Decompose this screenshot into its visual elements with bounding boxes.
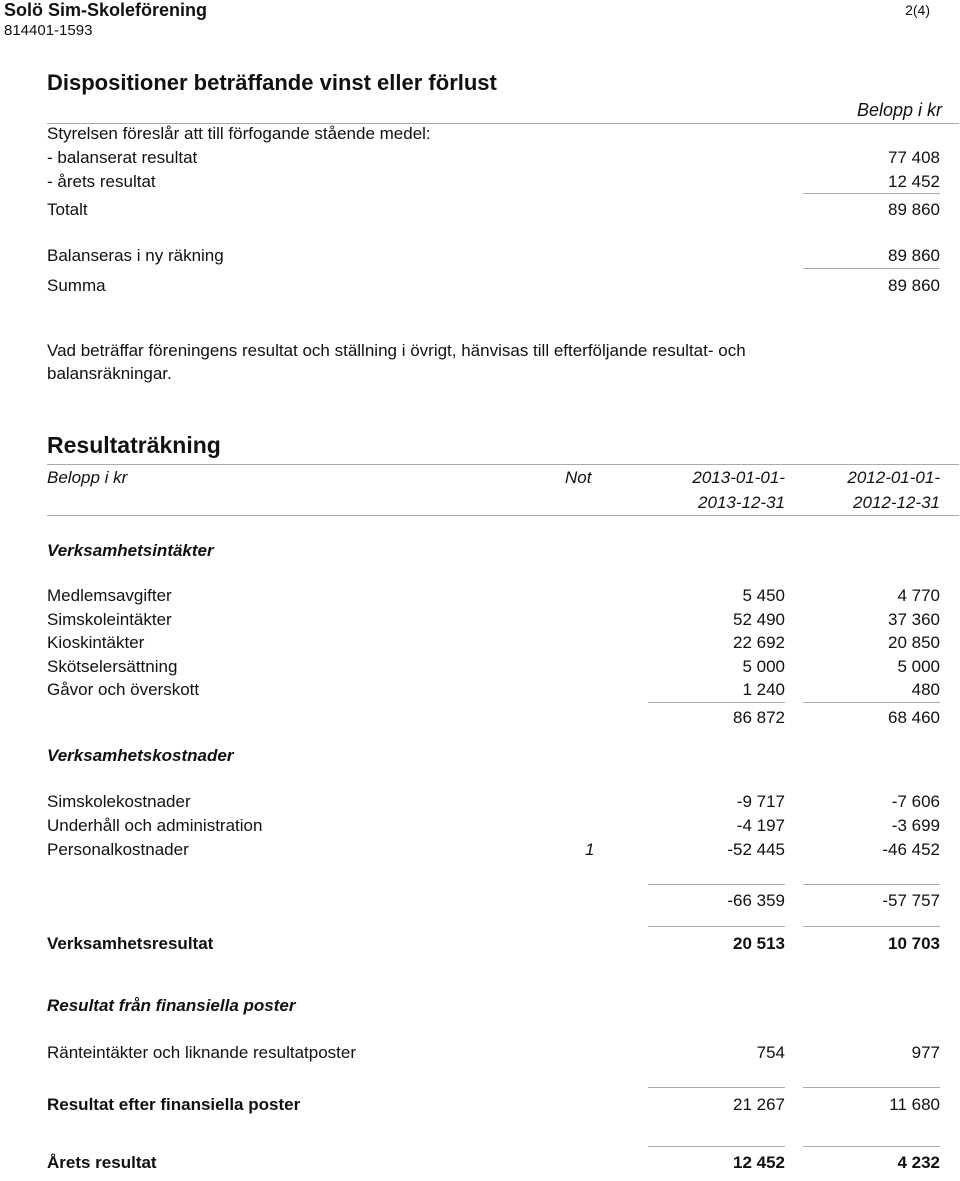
- table-cell-previous: 37 360: [888, 610, 940, 629]
- divider: [47, 515, 959, 516]
- table-row-label: Simskolekostnader: [47, 792, 191, 811]
- disposition-row-value: 89 860: [888, 276, 940, 295]
- disposition-row-value: 77 408: [888, 148, 940, 167]
- sum-line: [803, 1146, 940, 1147]
- table-cell-current: 52 490: [733, 610, 785, 629]
- table-row-label: Gåvor och överskott: [47, 680, 200, 699]
- table-cell-previous: 4 770: [897, 586, 940, 605]
- disposition-row-label: - balanserat resultat: [47, 148, 198, 167]
- disposition-title: Dispositioner beträffande vinst eller förlust: [47, 70, 497, 95]
- operating-result-current: 20 513: [733, 934, 785, 953]
- sum-line: [803, 702, 940, 703]
- table-cell-current: 1 240: [742, 680, 785, 699]
- sum-line: [803, 193, 940, 194]
- sum-line: [648, 1146, 785, 1147]
- column-header-period-previous: 2012-12-31: [853, 493, 940, 512]
- table-cell-previous: 480: [911, 680, 940, 699]
- year-result-previous: 4 232: [897, 1153, 940, 1172]
- table-cell-previous: 5 000: [897, 657, 940, 676]
- table-cell-current: -52 445: [727, 840, 785, 859]
- disposition-row-label: - årets resultat: [47, 172, 156, 191]
- table-cell-previous: -3 699: [891, 816, 940, 835]
- table-cell-previous: -46 452: [882, 840, 940, 859]
- disposition-note-line: balansräkningar.: [47, 364, 172, 383]
- disposition-row-value: 89 860: [888, 246, 940, 265]
- income-statement-title: Resultaträkning: [47, 432, 221, 458]
- table-row-label: Medlemsavgifter: [47, 586, 172, 605]
- column-header-period-current: 2013-01-01-: [692, 468, 785, 487]
- section-heading-revenue: Verksamhetsintäkter: [47, 541, 214, 560]
- disposition-intro: Styrelsen föreslår att till förfogande stående medel:: [47, 124, 431, 143]
- disposition-row-label: Balanseras i ny räkning: [47, 246, 224, 265]
- table-cell-note-ref: 1: [585, 840, 595, 859]
- table-cell-current: 5 450: [742, 586, 785, 605]
- subtotal-current: -66 359: [727, 891, 785, 910]
- disposition-row-value: 89 860: [888, 200, 940, 219]
- subtotal-current: 86 872: [733, 708, 785, 727]
- operating-result-label: Verksamhetsresultat: [47, 934, 214, 953]
- table-cell-current: 22 692: [733, 633, 785, 652]
- table-row-label: Simskoleintäkter: [47, 610, 172, 629]
- table-cell-current: 5 000: [742, 657, 785, 676]
- section-heading-financial: Resultat från finansiella poster: [47, 996, 296, 1015]
- column-header-amount: Belopp i kr: [47, 468, 128, 487]
- disposition-row-label: Summa: [47, 276, 106, 295]
- sum-line: [803, 1087, 940, 1088]
- subtotal-previous: 68 460: [888, 708, 940, 727]
- table-cell-previous: -7 606: [891, 792, 940, 811]
- table-row-label: Underhåll och administration: [47, 816, 263, 835]
- table-row-label: Kioskintäkter: [47, 633, 145, 652]
- result-after-financial-current: 21 267: [733, 1095, 785, 1114]
- sum-line: [803, 926, 940, 927]
- sum-line: [803, 268, 940, 269]
- year-result-current: 12 452: [733, 1153, 785, 1172]
- table-cell-previous: 977: [911, 1043, 940, 1062]
- column-header-period-current: 2013-12-31: [698, 493, 785, 512]
- sum-line: [803, 884, 940, 885]
- page-number: 2(4): [905, 2, 930, 18]
- year-result-label: Årets resultat: [47, 1153, 157, 1172]
- disposition-row-value: 12 452: [888, 172, 940, 191]
- organization-number: 814401-1593: [4, 22, 93, 39]
- disposition-unit-label: Belopp i kr: [856, 100, 942, 120]
- table-cell-current: -9 717: [736, 792, 785, 811]
- table-cell-current: -4 197: [736, 816, 785, 835]
- sum-line: [648, 884, 785, 885]
- subtotal-previous: -57 757: [882, 891, 940, 910]
- sum-line: [648, 702, 785, 703]
- table-row-label: Personalkostnader: [47, 840, 189, 859]
- column-header-note: Not: [565, 468, 592, 487]
- sum-line: [648, 926, 785, 927]
- section-heading-costs: Verksamhetskostnader: [47, 746, 234, 765]
- result-after-financial-previous: 11 680: [889, 1095, 940, 1114]
- table-row-label: Skötselersättning: [47, 657, 178, 676]
- result-after-financial-label: Resultat efter finansiella poster: [47, 1095, 301, 1114]
- operating-result-previous: 10 703: [888, 934, 940, 953]
- table-row-label: Ränteintäkter och liknande resultatposter: [47, 1043, 357, 1062]
- organization-name: Solö Sim-Skoleförening: [4, 0, 208, 20]
- disposition-note-line: Vad beträffar föreningens resultat och ställning i övrigt, hänvisas till efterföljande resultat- och: [47, 341, 746, 360]
- disposition-row-label: Totalt: [47, 200, 88, 219]
- table-cell-current: 754: [756, 1043, 785, 1062]
- sum-line: [648, 1087, 785, 1088]
- column-header-period-previous: 2012-01-01-: [847, 468, 940, 487]
- divider: [47, 464, 959, 465]
- table-cell-previous: 20 850: [888, 633, 940, 652]
